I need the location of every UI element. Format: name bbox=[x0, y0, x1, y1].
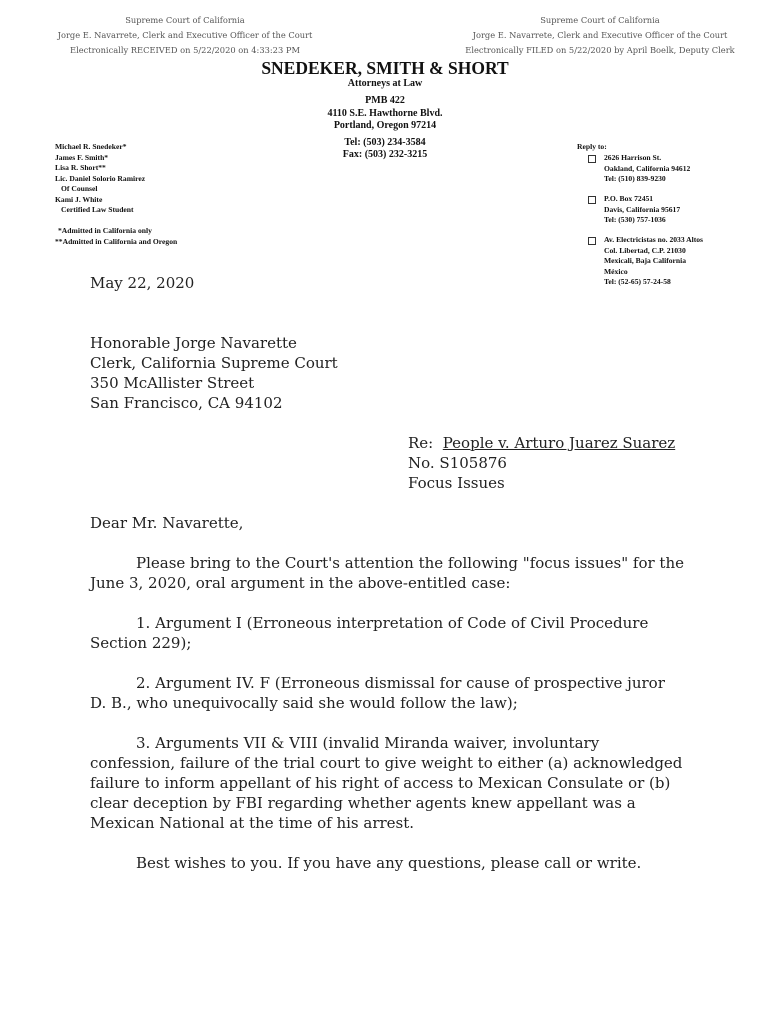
issue-2-paragraph bbox=[90, 673, 665, 713]
stamp-filed-line: Electronically FILED on 5/22/2020 by April Boelk, Deputy Clerk bbox=[465, 45, 735, 55]
re-prefix: Re: bbox=[408, 434, 443, 452]
issue-3-paragraph bbox=[90, 733, 682, 833]
recipient-line: Clerk, California Supreme Court bbox=[90, 354, 338, 372]
paragraph-line: D. B., who unequivocally said she would follow the law); bbox=[90, 694, 518, 712]
letter-date: May 22, 2020 bbox=[90, 274, 195, 292]
paragraph-line: confession, failure of the trial court to give weight to either (a) acknowledged bbox=[90, 754, 683, 772]
issue-1-paragraph bbox=[90, 613, 648, 653]
reply-line: Oakland, California 94612 bbox=[604, 163, 691, 173]
firm-address bbox=[285, 95, 485, 133]
reply-line: Tel: (52-65) 57-24-58 bbox=[604, 277, 671, 286]
address-line: Portland, Oregon 97214 bbox=[333, 120, 437, 131]
stamp-clerk-line: Jorge E. Navarrete, Clerk and Executive Officer of the Court bbox=[472, 30, 728, 40]
checkbox-icon bbox=[588, 237, 596, 245]
firm-phone bbox=[285, 137, 485, 161]
stamp-court-name: Supreme Court of California bbox=[125, 15, 245, 25]
firm-name: SNEDEKER, SMITH & SHORT bbox=[261, 58, 509, 78]
stamp-court-name: Supreme Court of California bbox=[540, 15, 660, 25]
filed-stamp bbox=[415, 13, 770, 58]
reply-line: 2626 Harrison St. bbox=[604, 153, 662, 162]
received-stamp bbox=[0, 13, 370, 58]
attorney-name: Lisa R. Short** bbox=[55, 163, 106, 172]
reply-line: Col. Libertad, C.P. 21030 bbox=[604, 245, 686, 255]
reply-line: P.O. Box 72451 bbox=[604, 194, 654, 203]
attorney-role: Certified Law Student bbox=[61, 205, 134, 214]
recipient-line: 350 McAllister Street bbox=[90, 374, 255, 392]
paragraph-line: June 3, 2020, oral argument in the above-entitled case: bbox=[90, 574, 511, 592]
fax-line: Fax: (503) 232-3215 bbox=[342, 149, 428, 160]
paragraph-line: Mexican National at the time of his arrest. bbox=[90, 814, 415, 832]
reply-location-mexicali bbox=[588, 235, 703, 288]
reply-line: Davis, California 95617 bbox=[604, 204, 681, 214]
stamp-clerk-line: Jorge E. Navarrete, Clerk and Executive Officer of the Court bbox=[57, 30, 313, 40]
reply-to-label: Reply to: bbox=[577, 142, 607, 151]
re-line bbox=[408, 433, 675, 453]
closing-line: Best wishes to you. If you have any questions, please call or write. bbox=[136, 854, 642, 872]
recipient-line: Honorable Jorge Navarette bbox=[90, 334, 297, 352]
paragraph-line: Section 229); bbox=[90, 634, 192, 652]
attorney-role: Of Counsel bbox=[61, 184, 98, 193]
recipient-address bbox=[90, 333, 338, 413]
reply-line: Tel: (530) 757-1036 bbox=[604, 215, 666, 224]
admission-note: *Admitted in California only bbox=[58, 226, 152, 235]
reply-line: Tel: (510) 839-9230 bbox=[604, 174, 666, 183]
reply-location-davis bbox=[588, 194, 680, 226]
re-subject: Focus Issues bbox=[408, 474, 505, 492]
attorney-name: Kami J. White bbox=[55, 194, 103, 204]
paragraph-line: failure to inform appellant of his right of access to Mexican Consulate or (b) bbox=[90, 774, 671, 792]
paragraph-line: Please bring to the Court's attention the following "focus issues" for the bbox=[136, 554, 684, 572]
address-line: 4110 S.E. Hawthorne Blvd. bbox=[327, 107, 443, 119]
stamp-received-line: Electronically RECEIVED on 5/22/2020 on 4:33:23 PM bbox=[70, 45, 300, 55]
paragraph-line: 2. Argument IV. F (Erroneous dismissal for cause of prospective juror bbox=[136, 674, 665, 692]
intro-paragraph bbox=[90, 553, 684, 593]
paragraph-line: 3. Arguments VII & VIII (invalid Miranda waiver, involuntary bbox=[136, 734, 600, 752]
attorney-name: James F. Smith* bbox=[55, 152, 109, 162]
recipient-line: San Francisco, CA 94102 bbox=[90, 394, 283, 412]
checkbox-icon bbox=[588, 196, 596, 204]
attorney-name: Lic. Daniel Solorio Ramirez bbox=[55, 173, 146, 183]
reply-location-oakland bbox=[588, 153, 690, 185]
firm-subtitle: Attorneys at Law bbox=[347, 78, 423, 89]
reply-line: Av. Electricistas no. 2033 Altos bbox=[604, 235, 703, 244]
admission-notes bbox=[55, 226, 177, 247]
address-line: PMB 422 bbox=[365, 95, 405, 106]
paragraph-line: clear deception by FBI regarding whether agents knew appellant was a bbox=[90, 794, 636, 812]
tel-line: Tel: (503) 234-3584 bbox=[344, 137, 426, 148]
re-block bbox=[408, 433, 675, 493]
checkbox-icon bbox=[588, 155, 596, 163]
salutation: Dear Mr. Navarette, bbox=[90, 514, 244, 532]
admission-note: **Admitted in California and Oregon bbox=[55, 236, 178, 246]
case-name: People v. Arturo Juarez Suarez bbox=[442, 434, 676, 452]
reply-line: Mexicali, Baja California bbox=[604, 256, 687, 265]
paragraph-line: 1. Argument I (Erroneous interpretation of Code of Civil Procedure bbox=[136, 614, 649, 632]
case-number: No. S105876 bbox=[408, 454, 507, 472]
attorney-list bbox=[55, 142, 145, 216]
attorney-name: Michael R. Snedeker* bbox=[55, 142, 127, 151]
reply-line: México bbox=[604, 266, 628, 276]
